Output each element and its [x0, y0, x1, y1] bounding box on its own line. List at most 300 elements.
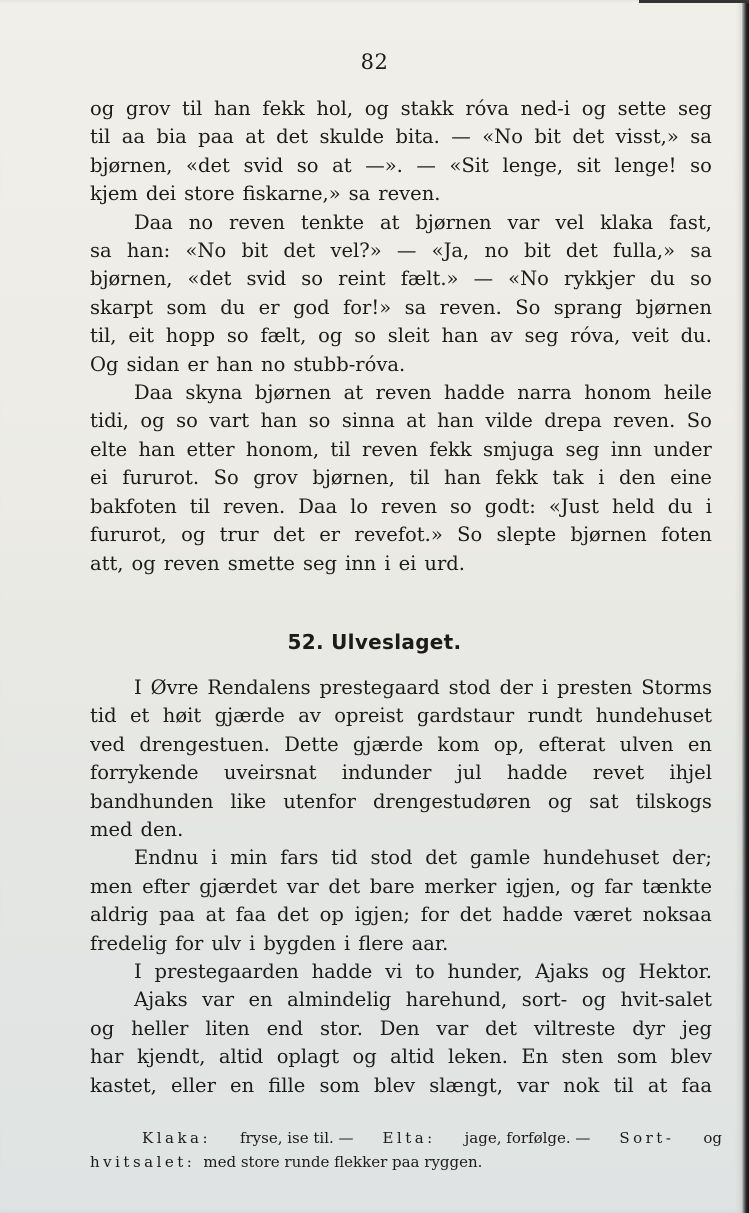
word: stakk: [400, 97, 454, 120]
footnote-definition: med store runde flekker paa ryggen.: [203, 1153, 483, 1171]
word: foten: [661, 523, 712, 547]
footnote: [90, 1126, 722, 1174]
word: «No: [482, 125, 523, 149]
word: og: [140, 409, 165, 433]
word: Den: [379, 1016, 420, 1040]
word: du: [220, 295, 246, 319]
word: reven.: [378, 182, 441, 206]
word: og: [90, 1016, 115, 1040]
word: han: [138, 437, 176, 461]
word: so: [450, 494, 472, 518]
word: fredelig: [90, 931, 168, 955]
word: I: [134, 960, 142, 984]
word: ned-i: [520, 97, 571, 120]
word: jeg: [681, 1016, 712, 1040]
word: der: [499, 676, 533, 699]
word: bit: [524, 239, 551, 263]
word: fars: [280, 846, 319, 870]
word: seg: [302, 551, 338, 575]
word: sa: [690, 239, 712, 263]
word: so: [308, 409, 331, 433]
text-line: [90, 180, 712, 208]
word: lenge!: [614, 153, 677, 177]
word: inn: [345, 551, 377, 575]
word: og: [131, 551, 156, 575]
text-line: [90, 1043, 712, 1071]
word: hadde: [311, 960, 373, 984]
text-line: [90, 816, 712, 844]
word: den: [618, 466, 656, 490]
text-line: [90, 493, 712, 521]
text-line: [90, 1015, 712, 1043]
word: faa: [681, 1073, 712, 1097]
word: hol,: [316, 97, 354, 120]
footnote-term: Sort-: [619, 1129, 675, 1147]
word: skulde: [319, 125, 385, 149]
word: almindelig: [287, 988, 392, 1012]
word: som: [616, 1045, 658, 1069]
word: bit: [241, 239, 269, 263]
word: det: [565, 239, 598, 263]
footnote-term: og: [703, 1129, 722, 1147]
text-line: [90, 464, 712, 492]
page-edge-shadow: [742, 0, 749, 1213]
word: so: [690, 267, 712, 291]
word: og: [601, 960, 626, 984]
word: so: [354, 324, 376, 348]
footnote-definition: jage, forfølge. —: [464, 1129, 591, 1147]
word: no: [188, 210, 214, 234]
word: til,: [90, 324, 117, 348]
footnote-term: Klaka:: [142, 1129, 212, 1147]
text-line: [90, 265, 712, 293]
word: op,: [493, 732, 525, 756]
word: aldrig: [90, 903, 149, 927]
word: prestegaard: [319, 676, 440, 699]
word: og: [364, 97, 389, 120]
word: til: [182, 97, 203, 120]
word: held: [611, 494, 655, 518]
word: bit: [534, 125, 561, 149]
word: no: [261, 352, 286, 376]
word: tid: [331, 846, 358, 870]
word: slepte: [496, 523, 557, 547]
word: svid: [243, 153, 284, 177]
word: paa: [159, 903, 195, 927]
word: Ajaks: [535, 960, 589, 984]
word: reint: [338, 267, 386, 291]
word: du.: [680, 324, 712, 348]
word: tid: [90, 704, 117, 728]
word: han: [444, 466, 481, 490]
word: rundt: [527, 704, 583, 728]
word: og: [547, 789, 573, 813]
word: efter: [142, 874, 190, 898]
word: honom,: [245, 437, 320, 461]
word: faa: [235, 903, 267, 927]
word: smjuga: [482, 437, 555, 461]
word: róva,: [570, 324, 621, 348]
word: bygden: [263, 931, 336, 955]
word: «Just: [548, 494, 599, 518]
word: stod: [370, 846, 413, 870]
word: i: [384, 551, 391, 575]
word: gardstaur: [416, 704, 515, 728]
word: fururot.: [122, 466, 200, 490]
word: hvit-salet: [620, 988, 712, 1012]
word: reven: [229, 210, 285, 234]
word: slængt,: [429, 1073, 503, 1097]
word: Og: [90, 352, 119, 376]
word: igjen,: [505, 874, 561, 898]
word: reven: [375, 381, 432, 405]
word: att,: [90, 551, 124, 575]
footnote-term: hvitsalet:: [90, 1153, 196, 1171]
word: i: [541, 676, 549, 699]
word: harehund,: [405, 988, 508, 1012]
word: var: [286, 874, 319, 898]
word: trur: [219, 523, 259, 547]
word: sidan: [126, 352, 180, 376]
word: tenkte: [300, 210, 365, 234]
text-line: [90, 702, 712, 730]
word: han: [441, 324, 479, 348]
word: «det: [187, 267, 232, 291]
footnote-line: [90, 1150, 722, 1174]
word: stod: [448, 676, 491, 699]
word: og: [570, 874, 595, 898]
text-line: [90, 95, 712, 123]
word: róva: [465, 97, 510, 120]
word: sa: [690, 125, 712, 149]
word: drepa: [544, 409, 602, 433]
text-line: [90, 209, 712, 237]
text-line: [90, 759, 712, 787]
word: som: [166, 295, 207, 319]
word: han:: [126, 239, 171, 263]
word: Daa: [298, 494, 338, 518]
page-corner-shadow: [639, 0, 749, 3]
text-line: [90, 873, 712, 901]
word: reven: [362, 437, 418, 461]
word: like: [230, 789, 267, 813]
word: blev: [670, 1045, 712, 1069]
word: viltreste: [533, 1016, 616, 1040]
word: drengestudøren: [372, 789, 531, 813]
word: og: [581, 988, 606, 1012]
word: at: [245, 125, 265, 149]
word: høit: [162, 704, 202, 728]
word: bjørnen: [415, 210, 492, 234]
word: været: [573, 903, 632, 927]
text-line: [90, 407, 712, 435]
word: opreist: [334, 704, 404, 728]
text-line: [90, 986, 712, 1014]
word: kjendt,: [136, 1045, 206, 1069]
page-number: 82: [360, 50, 389, 74]
word: etter: [186, 437, 235, 461]
word: So: [686, 409, 712, 433]
text-line: [90, 294, 712, 322]
word: liten: [205, 1016, 250, 1040]
word: So: [457, 523, 483, 547]
word: rykkjer: [563, 267, 635, 291]
word: bjørnen,: [90, 153, 173, 177]
word: hundehuset: [595, 704, 712, 728]
word: stor.: [320, 1016, 363, 1040]
word: aar.: [411, 931, 449, 955]
word: heller: [131, 1016, 189, 1040]
word: ulv: [211, 931, 242, 955]
word: «No: [185, 239, 227, 263]
word: indunder: [341, 761, 432, 785]
word: revet: [592, 761, 645, 785]
word: min: [230, 846, 268, 870]
word: op: [319, 903, 344, 927]
word: dyr: [632, 1016, 666, 1040]
word: klaka: [600, 210, 654, 234]
word: sa: [404, 295, 427, 319]
word: sat: [589, 789, 619, 813]
word: igjen;: [354, 903, 410, 927]
word: vel: [555, 210, 585, 234]
word: nok: [563, 1073, 600, 1097]
word: ei: [398, 551, 417, 575]
word: til: [330, 437, 351, 461]
word: det: [425, 846, 458, 870]
word: —».: [365, 153, 403, 177]
word: tilskogs: [635, 789, 712, 813]
word: den.: [140, 818, 184, 842]
word: grov: [125, 97, 171, 120]
word: grov: [253, 466, 298, 490]
word: bandhunden: [90, 789, 214, 813]
text-line: [90, 550, 712, 578]
footnote-term: Elta:: [382, 1129, 436, 1147]
word: ei: [90, 466, 108, 490]
word: bakfoten: [90, 494, 177, 518]
word: er: [319, 523, 341, 547]
word: han: [260, 409, 298, 433]
word: og: [181, 523, 206, 547]
word: fælt.»: [400, 267, 459, 291]
word: han: [216, 352, 254, 376]
word: for: [420, 903, 450, 927]
word: at: [205, 903, 226, 927]
word: hundehuset: [543, 846, 660, 870]
word: til: [409, 466, 430, 490]
word: reven: [381, 494, 438, 518]
word: det: [273, 523, 305, 547]
word: honom: [584, 381, 652, 405]
word: Øvre: [150, 676, 199, 699]
word: var: [517, 1073, 550, 1097]
text-line: [90, 322, 712, 350]
word: reven.: [223, 494, 286, 518]
word: So: [515, 295, 541, 319]
word: aa: [121, 125, 145, 149]
word: er: [258, 295, 280, 319]
word: blev: [373, 1073, 416, 1097]
word: hadde: [444, 381, 505, 405]
word: «Sit: [449, 153, 489, 177]
word: fille: [268, 1073, 306, 1097]
word: —: [416, 153, 436, 177]
word: en: [687, 732, 712, 756]
word: og: [318, 324, 343, 348]
word: dei: [145, 182, 177, 206]
word: Dette: [284, 732, 339, 756]
word: er: [187, 352, 209, 376]
word: du: [667, 494, 693, 518]
word: det: [328, 874, 361, 898]
word: smette: [227, 551, 295, 575]
word: paa: [198, 125, 234, 149]
text-line: [90, 1072, 712, 1100]
word: til: [613, 1073, 634, 1097]
word: det: [572, 125, 605, 149]
word: med: [90, 818, 133, 842]
word: altid: [218, 1045, 264, 1069]
word: Rendalens: [207, 676, 311, 699]
word: so: [176, 409, 198, 433]
word: vart: [209, 409, 250, 433]
word: vi: [385, 960, 403, 984]
word: fulla,»: [613, 239, 676, 263]
word: jul: [456, 761, 482, 785]
word: sleit: [387, 324, 430, 348]
word: vel?»: [330, 239, 382, 263]
text-line: [90, 731, 712, 759]
word: no: [484, 239, 509, 263]
text-line: [90, 901, 712, 929]
section-heading: 52. Ulveslaget.: [287, 630, 462, 654]
word: Hektor.: [638, 960, 712, 984]
text-line: [90, 379, 712, 407]
word: og: [352, 1045, 377, 1069]
word: det: [485, 1016, 518, 1040]
word: til: [90, 125, 111, 149]
text-line: [90, 930, 712, 958]
word: fururot,: [90, 523, 167, 547]
word: sprang: [553, 295, 623, 319]
word: eit: [128, 324, 154, 348]
word: efterat: [538, 732, 606, 756]
word: og: [581, 97, 606, 120]
word: at: [332, 153, 352, 177]
word: En: [521, 1045, 549, 1069]
word: kjem: [90, 182, 138, 206]
word: kom: [437, 732, 480, 756]
word: Storms: [641, 676, 712, 699]
word: bjørnen,: [312, 466, 395, 490]
word: hadde: [502, 903, 564, 927]
word: gjærde: [214, 704, 285, 728]
word: ulven: [619, 732, 674, 756]
word: reven: [163, 551, 220, 575]
word: gjærdet: [199, 874, 278, 898]
word: bita.: [395, 125, 440, 149]
word: bare: [369, 874, 415, 898]
word: tak: [552, 466, 584, 490]
word: han: [437, 409, 474, 433]
word: for!»: [343, 295, 392, 319]
word: sort-: [521, 988, 568, 1012]
story-text-block: [90, 95, 712, 578]
word: av: [298, 704, 321, 728]
word: —: [473, 267, 494, 291]
word: Ajaks: [134, 988, 188, 1012]
word: so: [296, 153, 319, 177]
word: tænkte: [642, 874, 712, 898]
word: at: [406, 409, 426, 433]
word: sit: [576, 153, 601, 177]
word: til: [189, 494, 211, 518]
word: det: [459, 903, 492, 927]
word: sa: [348, 182, 371, 206]
word: oplagt: [276, 1045, 340, 1069]
word: fekk: [262, 97, 305, 120]
text-line: [90, 152, 712, 180]
text-line: [90, 436, 712, 464]
word: store: [184, 182, 235, 206]
word: —: [396, 239, 417, 263]
text-line: [90, 958, 712, 986]
word: stubb-róva.: [293, 352, 406, 376]
word: far: [604, 874, 633, 898]
word: han: [213, 97, 251, 120]
word: gjærde: [352, 732, 424, 756]
word: en: [230, 1073, 255, 1097]
word: leken.: [448, 1045, 508, 1069]
word: Endnu: [134, 846, 199, 870]
word: under: [653, 437, 712, 461]
word: du: [649, 267, 676, 291]
footnote-definition: fryse, ise til. —: [239, 1129, 354, 1147]
word: var: [507, 210, 540, 234]
word: var: [202, 988, 235, 1012]
word: bjørnen: [254, 381, 332, 405]
word: det: [283, 239, 316, 263]
word: i: [211, 846, 218, 870]
word: god: [292, 295, 330, 319]
text-line: [90, 521, 712, 549]
text-line: [90, 351, 712, 379]
text-line: [90, 844, 712, 872]
word: noksaa: [642, 903, 712, 927]
word: sinna: [341, 409, 395, 433]
word: tidi,: [90, 409, 129, 433]
word: urd.: [424, 551, 465, 575]
word: at: [647, 1073, 668, 1097]
word: hunder,: [447, 960, 523, 984]
word: altid: [390, 1045, 435, 1069]
word: eine: [670, 466, 712, 490]
word: var: [436, 1016, 469, 1040]
word: seg: [677, 97, 712, 120]
text-line: [90, 788, 712, 816]
word: merker: [424, 874, 497, 898]
text-line: [90, 674, 712, 702]
word: i: [343, 931, 351, 955]
word: uveirsnat: [223, 761, 317, 785]
word: sa: [90, 239, 112, 263]
word: inn: [610, 437, 643, 461]
word: at: [343, 381, 364, 405]
word: en: [248, 988, 273, 1012]
word: i: [705, 494, 712, 518]
word: flere: [358, 931, 404, 955]
